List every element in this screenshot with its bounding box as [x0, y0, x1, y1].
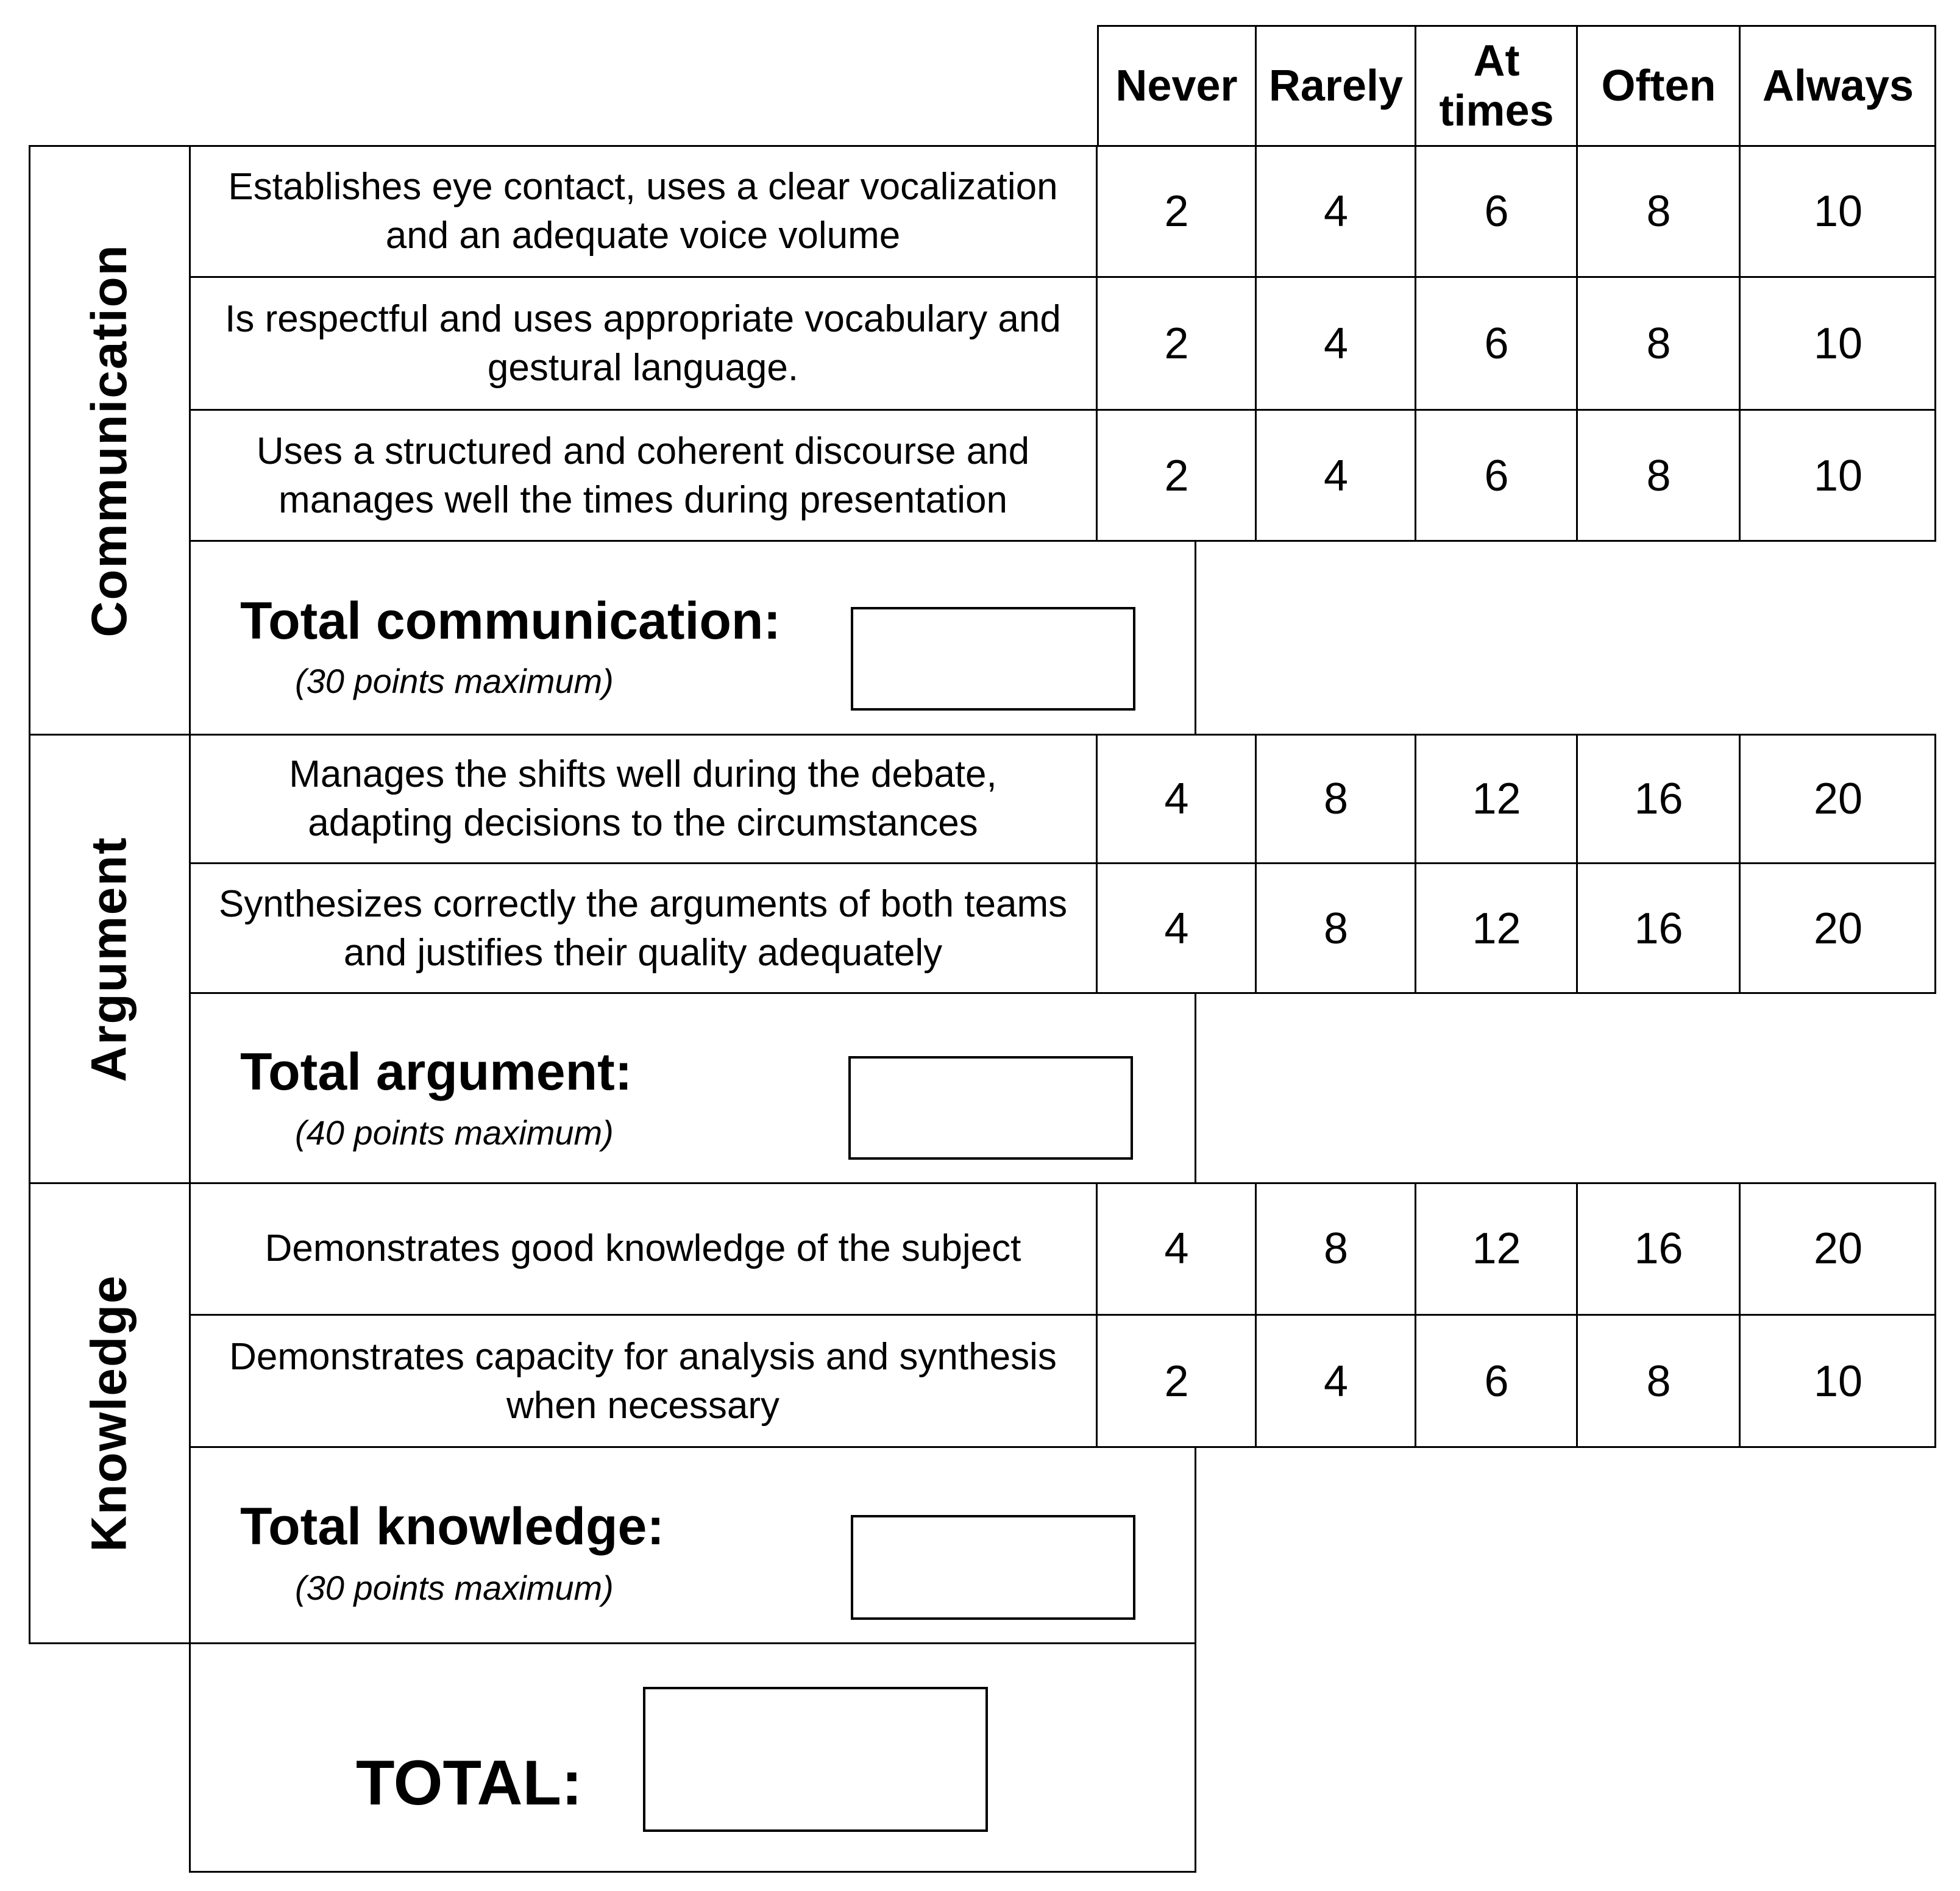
total-communication-input[interactable] — [851, 607, 1135, 711]
criterion-text: Establishes eye contact, uses a clear vocalization and an adequate voice volume — [228, 165, 1058, 257]
score-option-often[interactable]: 8 — [1646, 319, 1671, 368]
criterion-text: Is respectful and uses appropriate vocabulary and gestural language. — [225, 298, 1061, 389]
criterion-text: Synthesizes correctly the arguments of both teams and justifies their quality adequately — [218, 882, 1068, 974]
total-argument-label: Total argument: — [240, 1043, 633, 1101]
grand-total-input[interactable] — [643, 1687, 988, 1832]
score-option-at-times[interactable]: 6 — [1484, 319, 1509, 368]
header-always: Always — [1762, 62, 1914, 110]
header-often: Often — [1601, 62, 1716, 110]
score-option-always[interactable]: 10 — [1813, 451, 1863, 500]
criterion-text: Manages the shifts well during the debate, adapting decisions to the circumstances — [289, 753, 997, 844]
criterion-text: Demonstrates capacity for analysis and synthesis when necessary — [229, 1335, 1057, 1427]
total-knowledge-input[interactable] — [851, 1515, 1135, 1620]
grand-total-label: TOTAL: — [356, 1748, 583, 1818]
total-argument-max: (40 points maximum) — [295, 1113, 614, 1152]
score-option-rarely[interactable]: 8 — [1323, 1224, 1349, 1273]
header-rarely: Rarely — [1268, 62, 1404, 110]
criterion-text: Uses a structured and coherent discourse and manages well the times during presentation — [256, 430, 1030, 521]
category-label-communication: Communication — [82, 243, 138, 637]
score-option-always[interactable]: 10 — [1813, 319, 1863, 368]
total-knowledge-label: Total knowledge: — [240, 1497, 664, 1556]
score-option-often[interactable]: 8 — [1646, 451, 1671, 500]
score-option-always[interactable]: 20 — [1813, 774, 1863, 823]
score-option-always[interactable]: 10 — [1813, 186, 1863, 236]
score-option-never[interactable]: 2 — [1164, 451, 1189, 500]
score-option-never[interactable]: 4 — [1164, 904, 1189, 953]
total-argument-input[interactable] — [848, 1056, 1133, 1160]
score-option-never[interactable]: 4 — [1164, 1224, 1189, 1273]
score-option-at-times[interactable]: 6 — [1484, 186, 1509, 236]
score-option-at-times[interactable]: 12 — [1472, 774, 1521, 823]
score-option-rarely[interactable]: 4 — [1323, 186, 1349, 236]
category-label-argument: Argument — [82, 836, 137, 1082]
score-option-at-times[interactable]: 12 — [1472, 904, 1521, 953]
score-option-never[interactable]: 2 — [1164, 1357, 1189, 1406]
score-option-often[interactable]: 16 — [1634, 774, 1683, 823]
score-option-often[interactable]: 8 — [1646, 186, 1671, 236]
criterion-text: Demonstrates good knowledge of the subject — [265, 1227, 1021, 1269]
total-knowledge-max: (30 points maximum) — [295, 1569, 614, 1607]
score-option-rarely[interactable]: 8 — [1323, 904, 1349, 953]
score-option-often[interactable]: 16 — [1634, 1224, 1683, 1273]
category-label-knowledge: Knowledge — [82, 1274, 138, 1552]
score-option-rarely[interactable]: 8 — [1323, 774, 1349, 823]
header-at-times-line1: At — [1473, 37, 1520, 85]
score-option-rarely[interactable]: 4 — [1323, 451, 1349, 500]
score-option-rarely[interactable]: 4 — [1323, 1357, 1349, 1406]
score-option-always[interactable]: 20 — [1813, 1224, 1863, 1273]
score-option-at-times[interactable]: 12 — [1472, 1224, 1521, 1273]
score-option-never[interactable]: 2 — [1164, 319, 1189, 368]
score-option-never[interactable]: 4 — [1164, 774, 1189, 823]
header-never: Never — [1115, 62, 1238, 110]
score-option-at-times[interactable]: 6 — [1484, 451, 1509, 500]
total-communication-label: Total communication: — [240, 592, 781, 650]
header-at-times — [1416, 25, 1577, 147]
score-option-at-times[interactable]: 6 — [1484, 1357, 1509, 1406]
score-option-always[interactable]: 10 — [1813, 1357, 1863, 1406]
header-at-times-line2: times — [1439, 87, 1554, 135]
score-option-always[interactable]: 20 — [1813, 904, 1863, 953]
score-option-never[interactable]: 2 — [1164, 186, 1189, 236]
score-option-often[interactable]: 16 — [1634, 904, 1683, 953]
total-communication-max: (30 points maximum) — [295, 662, 614, 700]
score-option-often[interactable]: 8 — [1646, 1357, 1671, 1406]
score-option-rarely[interactable]: 4 — [1323, 319, 1349, 368]
